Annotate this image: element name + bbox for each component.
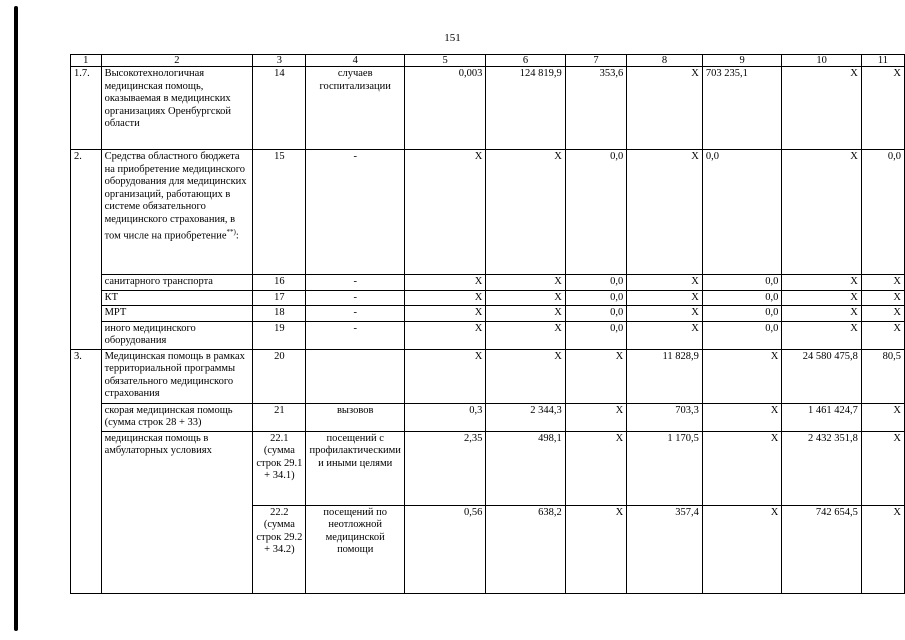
cell-col6: Х: [486, 321, 565, 349]
cell-col6: Х: [486, 150, 565, 275]
row-name-text: Средства областного бюджета на приобретение медицинского оборудования для медицинских организаций, работающих в системе обязательного медицинского страхования, в том числе на приобретение: [104, 151, 247, 242]
row-unit: -: [306, 150, 404, 275]
cell-col8: Х: [627, 150, 703, 275]
row-name: Высокотехнологичная медицинская помощь, оказываемая в медицинских организациях Оренбургской области: [101, 67, 253, 150]
row-code: 22.1 (сумма строк 29.1 + 34.1): [253, 431, 306, 505]
row-name: скорая медицинская помощь (сумма строк 28 + 33): [101, 403, 253, 431]
header-cell: 11: [861, 55, 904, 67]
row-number: 1.7.: [71, 67, 102, 150]
cell-col11: 80,5: [861, 349, 904, 403]
cell-col6: 638,2: [486, 505, 565, 593]
row-unit: -: [306, 275, 404, 291]
row-code: 18: [253, 306, 306, 322]
cell-col6: Х: [486, 349, 565, 403]
cell-col6: 124 819,9: [486, 67, 565, 150]
cell-col7: 0,0: [565, 275, 626, 291]
cell-col10: 2 432 351,8: [782, 431, 861, 505]
row-code: 15: [253, 150, 306, 275]
table-row: [71, 290, 905, 306]
cell-col10: 742 654,5: [782, 505, 861, 593]
page-number: 151: [444, 32, 461, 44]
cell-col9: 703 235,1: [702, 67, 781, 150]
footnote-mark: **): [226, 228, 236, 236]
cell-col5: Х: [404, 349, 485, 403]
header-cell: 5: [404, 55, 485, 67]
row-name: Медицинская помощь в рамках территориальной программы обязательного медицинского страхования: [101, 349, 253, 403]
cell-col9: Х: [702, 431, 781, 505]
cell-col11: Х: [861, 403, 904, 431]
cell-col5: Х: [404, 290, 485, 306]
cell-col11: Х: [861, 431, 904, 505]
row-name: КТ: [101, 290, 253, 306]
cell-col11: Х: [861, 321, 904, 349]
cell-col5: 0,003: [404, 67, 485, 150]
cell-col11: 0,0: [861, 150, 904, 275]
cell-col8: Х: [627, 290, 703, 306]
column-number-row: [71, 55, 905, 67]
cell-col9: Х: [702, 505, 781, 593]
row-code: 14: [253, 67, 306, 150]
row-unit: -: [306, 321, 404, 349]
row-unit: [306, 349, 404, 403]
cell-col8: Х: [627, 306, 703, 322]
row-code: 19: [253, 321, 306, 349]
financing-table: [70, 54, 905, 594]
cell-col6: Х: [486, 306, 565, 322]
cell-col8: Х: [627, 275, 703, 291]
cell-col9: Х: [702, 349, 781, 403]
cell-col10: Х: [782, 306, 861, 322]
cell-col11: Х: [861, 275, 904, 291]
row-number: 2.: [71, 150, 102, 350]
cell-col8: 357,4: [627, 505, 703, 593]
cell-col9: 0,0: [702, 306, 781, 322]
table-row: [71, 150, 905, 275]
cell-col8: 11 828,9: [627, 349, 703, 403]
cell-col5: Х: [404, 275, 485, 291]
row-code: 22.2 (сумма строк 29.2 + 34.2): [253, 505, 306, 593]
row-code: 20: [253, 349, 306, 403]
cell-col11: Х: [861, 306, 904, 322]
cell-col10: Х: [782, 275, 861, 291]
row-name: санитарного транспорта: [101, 275, 253, 291]
header-cell: 3: [253, 55, 306, 67]
header-cell: 4: [306, 55, 404, 67]
row-unit: вызовов: [306, 403, 404, 431]
cell-col9: 0,0: [702, 150, 781, 275]
cell-col9: Х: [702, 403, 781, 431]
cell-col7: 0,0: [565, 306, 626, 322]
row-unit: посещений с профилактическими и иными целями: [306, 431, 404, 505]
row-code: 21: [253, 403, 306, 431]
cell-col5: 2,35: [404, 431, 485, 505]
row-code: 17: [253, 290, 306, 306]
cell-col7: Х: [565, 431, 626, 505]
row-name: медицинская помощь в амбулаторных условиях: [101, 431, 253, 593]
cell-col9: 0,0: [702, 275, 781, 291]
cell-col9: 0,0: [702, 321, 781, 349]
row-name: [101, 150, 253, 275]
cell-col5: Х: [404, 306, 485, 322]
table-row: [71, 306, 905, 322]
cell-col8: Х: [627, 67, 703, 150]
cell-col6: 2 344,3: [486, 403, 565, 431]
cell-col7: 0,0: [565, 290, 626, 306]
cell-col7: 0,0: [565, 321, 626, 349]
cell-col6: Х: [486, 290, 565, 306]
cell-col5: Х: [404, 321, 485, 349]
cell-col10: Х: [782, 290, 861, 306]
cell-col10: Х: [782, 321, 861, 349]
cell-col11: Х: [861, 67, 904, 150]
row-unit: -: [306, 290, 404, 306]
cell-col10: Х: [782, 67, 861, 150]
cell-col7: Х: [565, 349, 626, 403]
cell-col8: 1 170,5: [627, 431, 703, 505]
header-cell: 8: [627, 55, 703, 67]
row-name-tail: :: [235, 230, 239, 242]
row-unit: -: [306, 306, 404, 322]
cell-col6: Х: [486, 275, 565, 291]
header-cell: 10: [782, 55, 861, 67]
cell-col7: 0,0: [565, 150, 626, 275]
row-name: МРТ: [101, 306, 253, 322]
cell-col6: 498,1: [486, 431, 565, 505]
cell-col10: 24 580 475,8: [782, 349, 861, 403]
row-unit: случаев госпитализации: [306, 67, 404, 150]
header-cell: 9: [702, 55, 781, 67]
table-row: [71, 349, 905, 403]
cell-col5: 0,3: [404, 403, 485, 431]
cell-col7: Х: [565, 505, 626, 593]
row-number: 3.: [71, 349, 102, 593]
cell-col11: Х: [861, 290, 904, 306]
cell-col8: Х: [627, 321, 703, 349]
header-cell: 2: [101, 55, 253, 67]
header-cell: 1: [71, 55, 102, 67]
cell-col10: Х: [782, 150, 861, 275]
header-cell: 6: [486, 55, 565, 67]
table-row: [71, 431, 905, 505]
table-row: [71, 67, 905, 150]
cell-col7: Х: [565, 403, 626, 431]
table-row: [71, 275, 905, 291]
cell-col7: 353,6: [565, 67, 626, 150]
row-name: иного медицинского оборудования: [101, 321, 253, 349]
cell-col11: Х: [861, 505, 904, 593]
cell-col8: 703,3: [627, 403, 703, 431]
cell-col5: Х: [404, 150, 485, 275]
cell-col9: 0,0: [702, 290, 781, 306]
header-cell: 7: [565, 55, 626, 67]
row-unit: посещений по неотложной медицинской помощи: [306, 505, 404, 593]
binding-edge-line: [14, 6, 18, 631]
table-row: [71, 403, 905, 431]
cell-col10: 1 461 424,7: [782, 403, 861, 431]
cell-col5: 0,56: [404, 505, 485, 593]
table-row: [71, 321, 905, 349]
row-code: 16: [253, 275, 306, 291]
